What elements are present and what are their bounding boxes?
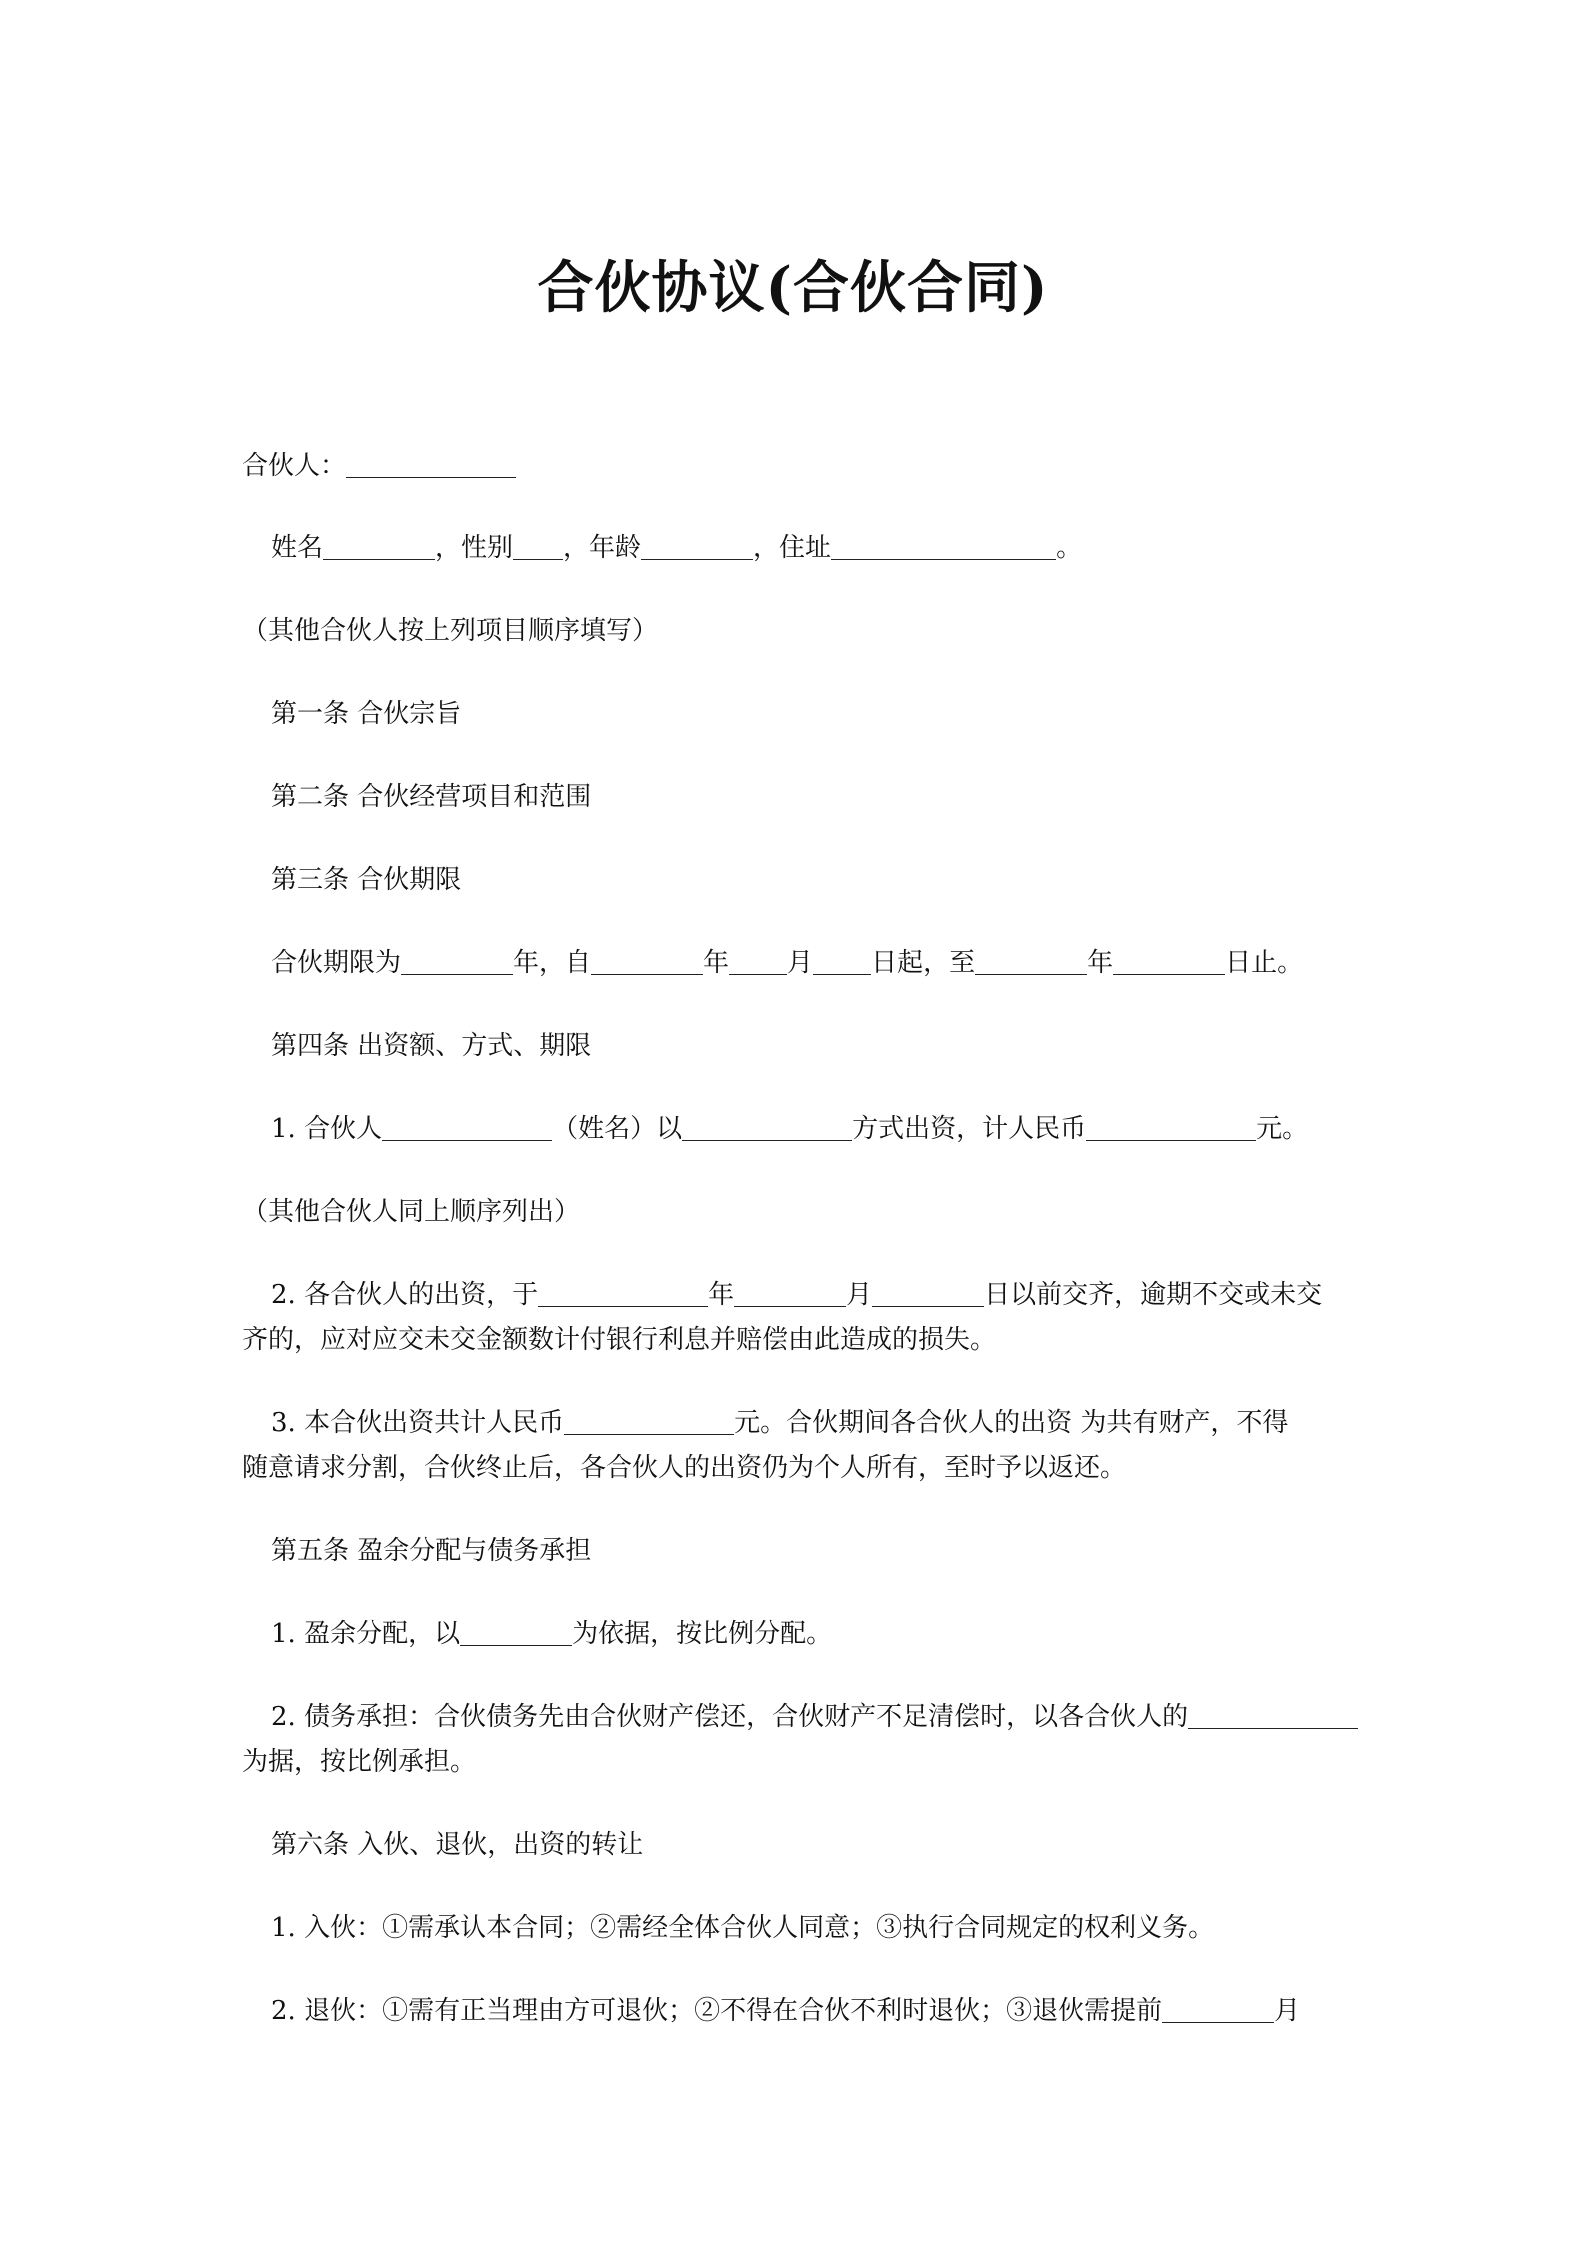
c2-c: 月 <box>846 1280 873 1310</box>
partner-label: 合伙人： <box>242 451 347 481</box>
p1-b: 为依据，按比例分配。 <box>572 1619 833 1649</box>
article-1-heading: 第一条 合伙宗旨 <box>271 699 462 729</box>
c2-day-blank <box>872 1276 984 1307</box>
gender-blank <box>513 529 563 560</box>
p2-basis-blank <box>1188 1698 1358 1729</box>
contribution-1 <box>271 1104 1308 1154</box>
article-6-heading: 第六条 入伙、退伙，出资的转让 <box>271 1830 644 1860</box>
term-d: 月 <box>787 948 814 978</box>
c1-d: 元。 <box>1256 1114 1309 1144</box>
j2-months-blank <box>1162 1992 1274 2023</box>
c1-amount-blank <box>1086 1110 1256 1141</box>
article-2-heading: 第二条 合伙经营项目和范围 <box>271 782 592 812</box>
j2-a: 2. 退伙：①需有正当理由方可退伙；②不得在合伙不利时退伙；③退伙需提前 <box>271 1996 1163 2026</box>
term-end-year-blank <box>975 944 1087 975</box>
partner-info-line <box>271 523 1082 573</box>
debt-bearing-line-1 <box>271 1692 1358 1742</box>
c2-a: 2. 各合伙人的出资，于 <box>271 1280 539 1310</box>
term-line <box>271 938 1303 988</box>
c2-month-blank <box>734 1276 846 1307</box>
term-start-month-blank <box>729 944 787 975</box>
c1-b: （姓名）以 <box>552 1114 683 1144</box>
p2-a: 2. 债务承担：合伙债务先由合伙财产偿还，合伙财产不足清偿时，以各合伙人的 <box>271 1702 1189 1732</box>
c1-name-blank <box>382 1110 552 1141</box>
c3-a: 3. 本合伙出资共计人民币 <box>271 1408 565 1438</box>
c2-d: 日以前交齐，逾期不交或未交 <box>984 1280 1323 1310</box>
term-a: 合伙期限为 <box>271 948 402 978</box>
c3-b: 元。合伙期间各合伙人的出资 为共有财产，不得 <box>734 1408 1289 1438</box>
p1-basis-blank <box>460 1615 572 1646</box>
joining-clause: 1. 入伙：①需承认本合同；②需经全体合伙人同意；③执行合同规定的权利义务。 <box>271 1913 1215 1943</box>
c1-c: 方式出资，计人民币 <box>852 1114 1087 1144</box>
name-label: 姓名 <box>271 533 324 563</box>
article-5-heading: 第五条 盈余分配与债务承担 <box>271 1536 592 1566</box>
name-blank <box>323 529 435 560</box>
info-end: 。 <box>1056 533 1083 563</box>
term-start-year-blank <box>591 944 703 975</box>
withdrawal-clause <box>271 1986 1300 2036</box>
gender-label: ，性别 <box>435 533 514 563</box>
c3-amount-blank <box>564 1404 734 1435</box>
document-title: 合伙协议(合伙合同) <box>537 255 1049 321</box>
term-start-day-blank <box>813 944 871 975</box>
term-e: 日起，至 <box>871 948 976 978</box>
other-partners-note: （其他合伙人按上列项目顺序填写） <box>242 616 659 646</box>
contribution-3-line-2: 随意请求分割，合伙终止后，各合伙人的出资仍为个人所有，至时予以返还。 <box>242 1453 1127 1483</box>
contribution-2-line-2: 齐的，应对应交未交金额数计付银行利息并赔偿由此造成的损失。 <box>242 1325 997 1355</box>
contribution-2-line-1 <box>271 1270 1322 1320</box>
age-label: ，年龄 <box>563 533 642 563</box>
partner-line <box>242 441 516 491</box>
contribution-3-line-1 <box>271 1398 1288 1448</box>
term-g: 日止。 <box>1225 948 1304 978</box>
other-partners-note-2: （其他合伙人同上顺序列出） <box>242 1197 581 1227</box>
c2-b: 年 <box>708 1280 735 1310</box>
term-c: 年 <box>703 948 730 978</box>
age-blank <box>641 529 753 560</box>
debt-bearing-line-2: 为据，按比例承担。 <box>242 1747 477 1777</box>
address-blank <box>831 529 1056 560</box>
address-label: ，住址 <box>753 533 832 563</box>
c1-method-blank <box>682 1110 852 1141</box>
term-f: 年 <box>1087 948 1114 978</box>
p1-a: 1. 盈余分配，以 <box>271 1619 461 1649</box>
c2-year-blank <box>538 1276 708 1307</box>
article-4-heading: 第四条 出资额、方式、期限 <box>271 1031 592 1061</box>
profit-distribution <box>271 1609 832 1659</box>
j2-b: 月 <box>1274 1996 1301 2026</box>
term-end-day-blank <box>1113 944 1225 975</box>
c1-a: 1. 合伙人 <box>271 1114 383 1144</box>
term-b: 年，自 <box>513 948 592 978</box>
term-years-blank <box>401 944 513 975</box>
partner-blank <box>346 447 516 478</box>
article-3-heading: 第三条 合伙期限 <box>271 865 462 895</box>
